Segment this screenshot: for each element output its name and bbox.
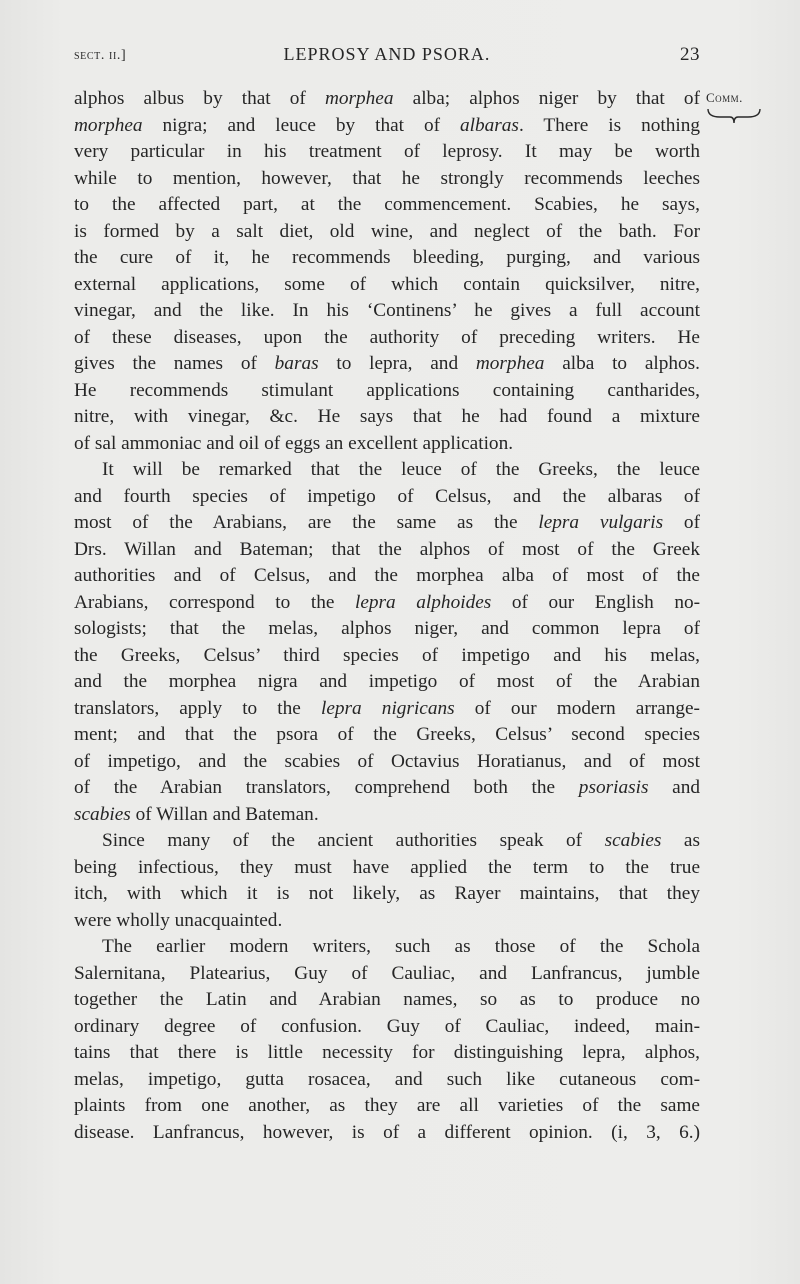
italic-term: scabies bbox=[604, 830, 662, 851]
text-run: sologists; that the melas, alphos niger, and common lepra of bbox=[74, 618, 700, 639]
text-run: alba; alphos niger by that of bbox=[393, 88, 700, 109]
text-line bbox=[74, 113, 700, 140]
page-number: 23 bbox=[680, 44, 700, 65]
text-line bbox=[74, 166, 700, 193]
text-line bbox=[74, 510, 700, 537]
italic-term: lepra vulgaris bbox=[538, 512, 664, 533]
text-line bbox=[74, 431, 700, 458]
margin-brace bbox=[706, 107, 762, 125]
text-run: and bbox=[648, 777, 700, 798]
text-run: were wholly unacquainted. bbox=[74, 909, 283, 931]
text-line bbox=[74, 828, 700, 855]
text-run: vinegar, and the like. In his ‘Continens’ he gives a full account bbox=[74, 300, 700, 321]
text-line bbox=[74, 86, 700, 113]
text-run: gives the names of bbox=[74, 353, 275, 374]
text-run: nigra; and leuce by that of bbox=[142, 114, 460, 136]
text-run: The earlier modern writers, such as those of the Schola bbox=[102, 936, 700, 957]
italic-term: morphea bbox=[74, 114, 143, 136]
text-line bbox=[74, 1040, 700, 1067]
text-run: alba to alphos. bbox=[544, 353, 700, 374]
text-line bbox=[74, 325, 700, 352]
text-run: of Willan and Bateman. bbox=[130, 803, 319, 825]
text-line bbox=[74, 696, 700, 723]
text-run: of our English no- bbox=[491, 591, 700, 613]
text-line bbox=[74, 961, 700, 988]
text-run: plaints from one another, as they are all varieties of the same bbox=[74, 1095, 700, 1116]
text-line bbox=[74, 722, 700, 749]
text-run: itch, with which it is not likely, as Rayer maintains, that they bbox=[74, 883, 700, 904]
text-line bbox=[74, 775, 700, 802]
text-run: of the Arabian translators, comprehend both the bbox=[74, 777, 579, 798]
text-run: melas, impetigo, gutta rosacea, and such like cutaneous com- bbox=[74, 1068, 700, 1090]
text-run: very particular in his treatment of leprosy. It may be worth bbox=[74, 141, 700, 162]
text-run: of impetigo, and the scabies of Octavius Horatianus, and of most bbox=[74, 750, 700, 772]
text-run: translators, apply to the bbox=[74, 697, 321, 719]
italic-term: scabies bbox=[74, 803, 131, 825]
text-run: He recommends stimulant applications containing cantharides, bbox=[74, 379, 700, 401]
text-run: to lepra, and bbox=[318, 353, 476, 374]
text-line bbox=[74, 1067, 700, 1094]
text-run: the Greeks, Celsus’ third species of impetigo and his melas, bbox=[74, 644, 700, 666]
running-title: LEPROSY AND PSORA. bbox=[283, 44, 491, 64]
text-run: Drs. Willan and Bateman; that the alphos of most of the Greek bbox=[74, 538, 700, 560]
margin-note: Comm. bbox=[706, 90, 743, 105]
text-line bbox=[74, 934, 700, 961]
text-line bbox=[74, 1014, 700, 1041]
text-run: most of the Arabians, are the same as the bbox=[74, 512, 539, 533]
text-line bbox=[74, 139, 700, 166]
text-line bbox=[74, 404, 700, 431]
text-run: tains that there is little necessity for distinguishing lepra, alphos, bbox=[74, 1042, 700, 1063]
text-line bbox=[74, 537, 700, 564]
text-line bbox=[74, 908, 700, 935]
text-run: It will be remarked that the leuce of the Greeks, the leuce bbox=[102, 459, 700, 480]
italic-term: lepra nigricans bbox=[320, 697, 455, 719]
text-line bbox=[74, 855, 700, 882]
italic-term: albaras bbox=[460, 114, 519, 136]
text-line bbox=[74, 590, 700, 617]
text-line bbox=[74, 1120, 700, 1147]
text-line bbox=[74, 192, 700, 219]
text-run: disease. Lanfrancus, however, is of a different opinion. (i, 3, 6.) bbox=[74, 1121, 700, 1143]
text-line bbox=[74, 563, 700, 590]
running-header bbox=[74, 44, 700, 70]
text-line bbox=[74, 987, 700, 1014]
text-run: being infectious, they must have applied the term to the true bbox=[74, 856, 700, 878]
text-run: alphos albus by that of bbox=[74, 88, 325, 109]
text-run: nitre, with vinegar, &c. He says that he had found a mixture bbox=[74, 406, 700, 427]
body-text bbox=[74, 86, 700, 1146]
text-line bbox=[74, 1093, 700, 1120]
text-run: and fourth species of impetigo of Celsus, and the albaras of bbox=[74, 485, 700, 507]
text-run: of our modern arrange- bbox=[454, 697, 700, 719]
text-line bbox=[74, 484, 700, 511]
text-line bbox=[74, 272, 700, 299]
text-run: authorities and of Celsus, and the morphea alba of most of the bbox=[74, 565, 700, 586]
text-run: Salernitana, Platearius, Guy of Cauliac, and Lanfrancus, jumble bbox=[74, 962, 700, 984]
text-line bbox=[74, 881, 700, 908]
text-line bbox=[74, 351, 700, 378]
italic-term: morphea bbox=[475, 353, 545, 374]
text-run: as bbox=[661, 830, 700, 851]
text-run: external applications, some of which contain quicksilver, nitre, bbox=[74, 273, 700, 295]
italic-term: morphea bbox=[324, 88, 394, 109]
text-line bbox=[74, 749, 700, 776]
text-line bbox=[74, 669, 700, 696]
section-label: sect. ii.] bbox=[74, 48, 127, 63]
text-run: of these diseases, upon the authority of preceding writers. He bbox=[74, 326, 700, 348]
italic-term: baras bbox=[274, 353, 319, 374]
text-line bbox=[74, 245, 700, 272]
text-run: to the affected part, at the commencement. Scabies, he says, bbox=[74, 194, 700, 215]
text-run: Arabians, correspond to the bbox=[74, 591, 355, 613]
text-line bbox=[74, 802, 700, 829]
text-run: the cure of it, he recommends bleeding, purging, and various bbox=[74, 247, 700, 268]
text-run: ordinary degree of confusion. Guy of Cauliac, indeed, main- bbox=[74, 1015, 700, 1037]
italic-term: psoriasis bbox=[578, 777, 649, 798]
text-line bbox=[74, 298, 700, 325]
text-line bbox=[74, 219, 700, 246]
text-run: while to mention, however, that he strongly recommends leeches bbox=[74, 167, 700, 189]
text-run: of bbox=[663, 512, 700, 533]
text-run: together the Latin and Arabian names, so as to produce no bbox=[74, 989, 700, 1010]
text-run: and the morphea nigra and impetigo of most of the Arabian bbox=[74, 671, 700, 692]
text-line bbox=[74, 378, 700, 405]
text-line bbox=[74, 643, 700, 670]
italic-term: lepra alphoides bbox=[355, 591, 492, 613]
text-run: . There is nothing bbox=[518, 114, 700, 136]
text-run: Since many of the ancient authorities speak of bbox=[102, 830, 605, 851]
text-run: of sal ammoniac and oil of eggs an excellent application. bbox=[74, 432, 514, 454]
text-line bbox=[74, 457, 700, 484]
text-line bbox=[74, 616, 700, 643]
text-run: is formed by a salt diet, old wine, and neglect of the bath. For bbox=[74, 220, 700, 242]
text-run: ment; and that the psora of the Greeks, Celsus’ second species bbox=[74, 724, 700, 745]
